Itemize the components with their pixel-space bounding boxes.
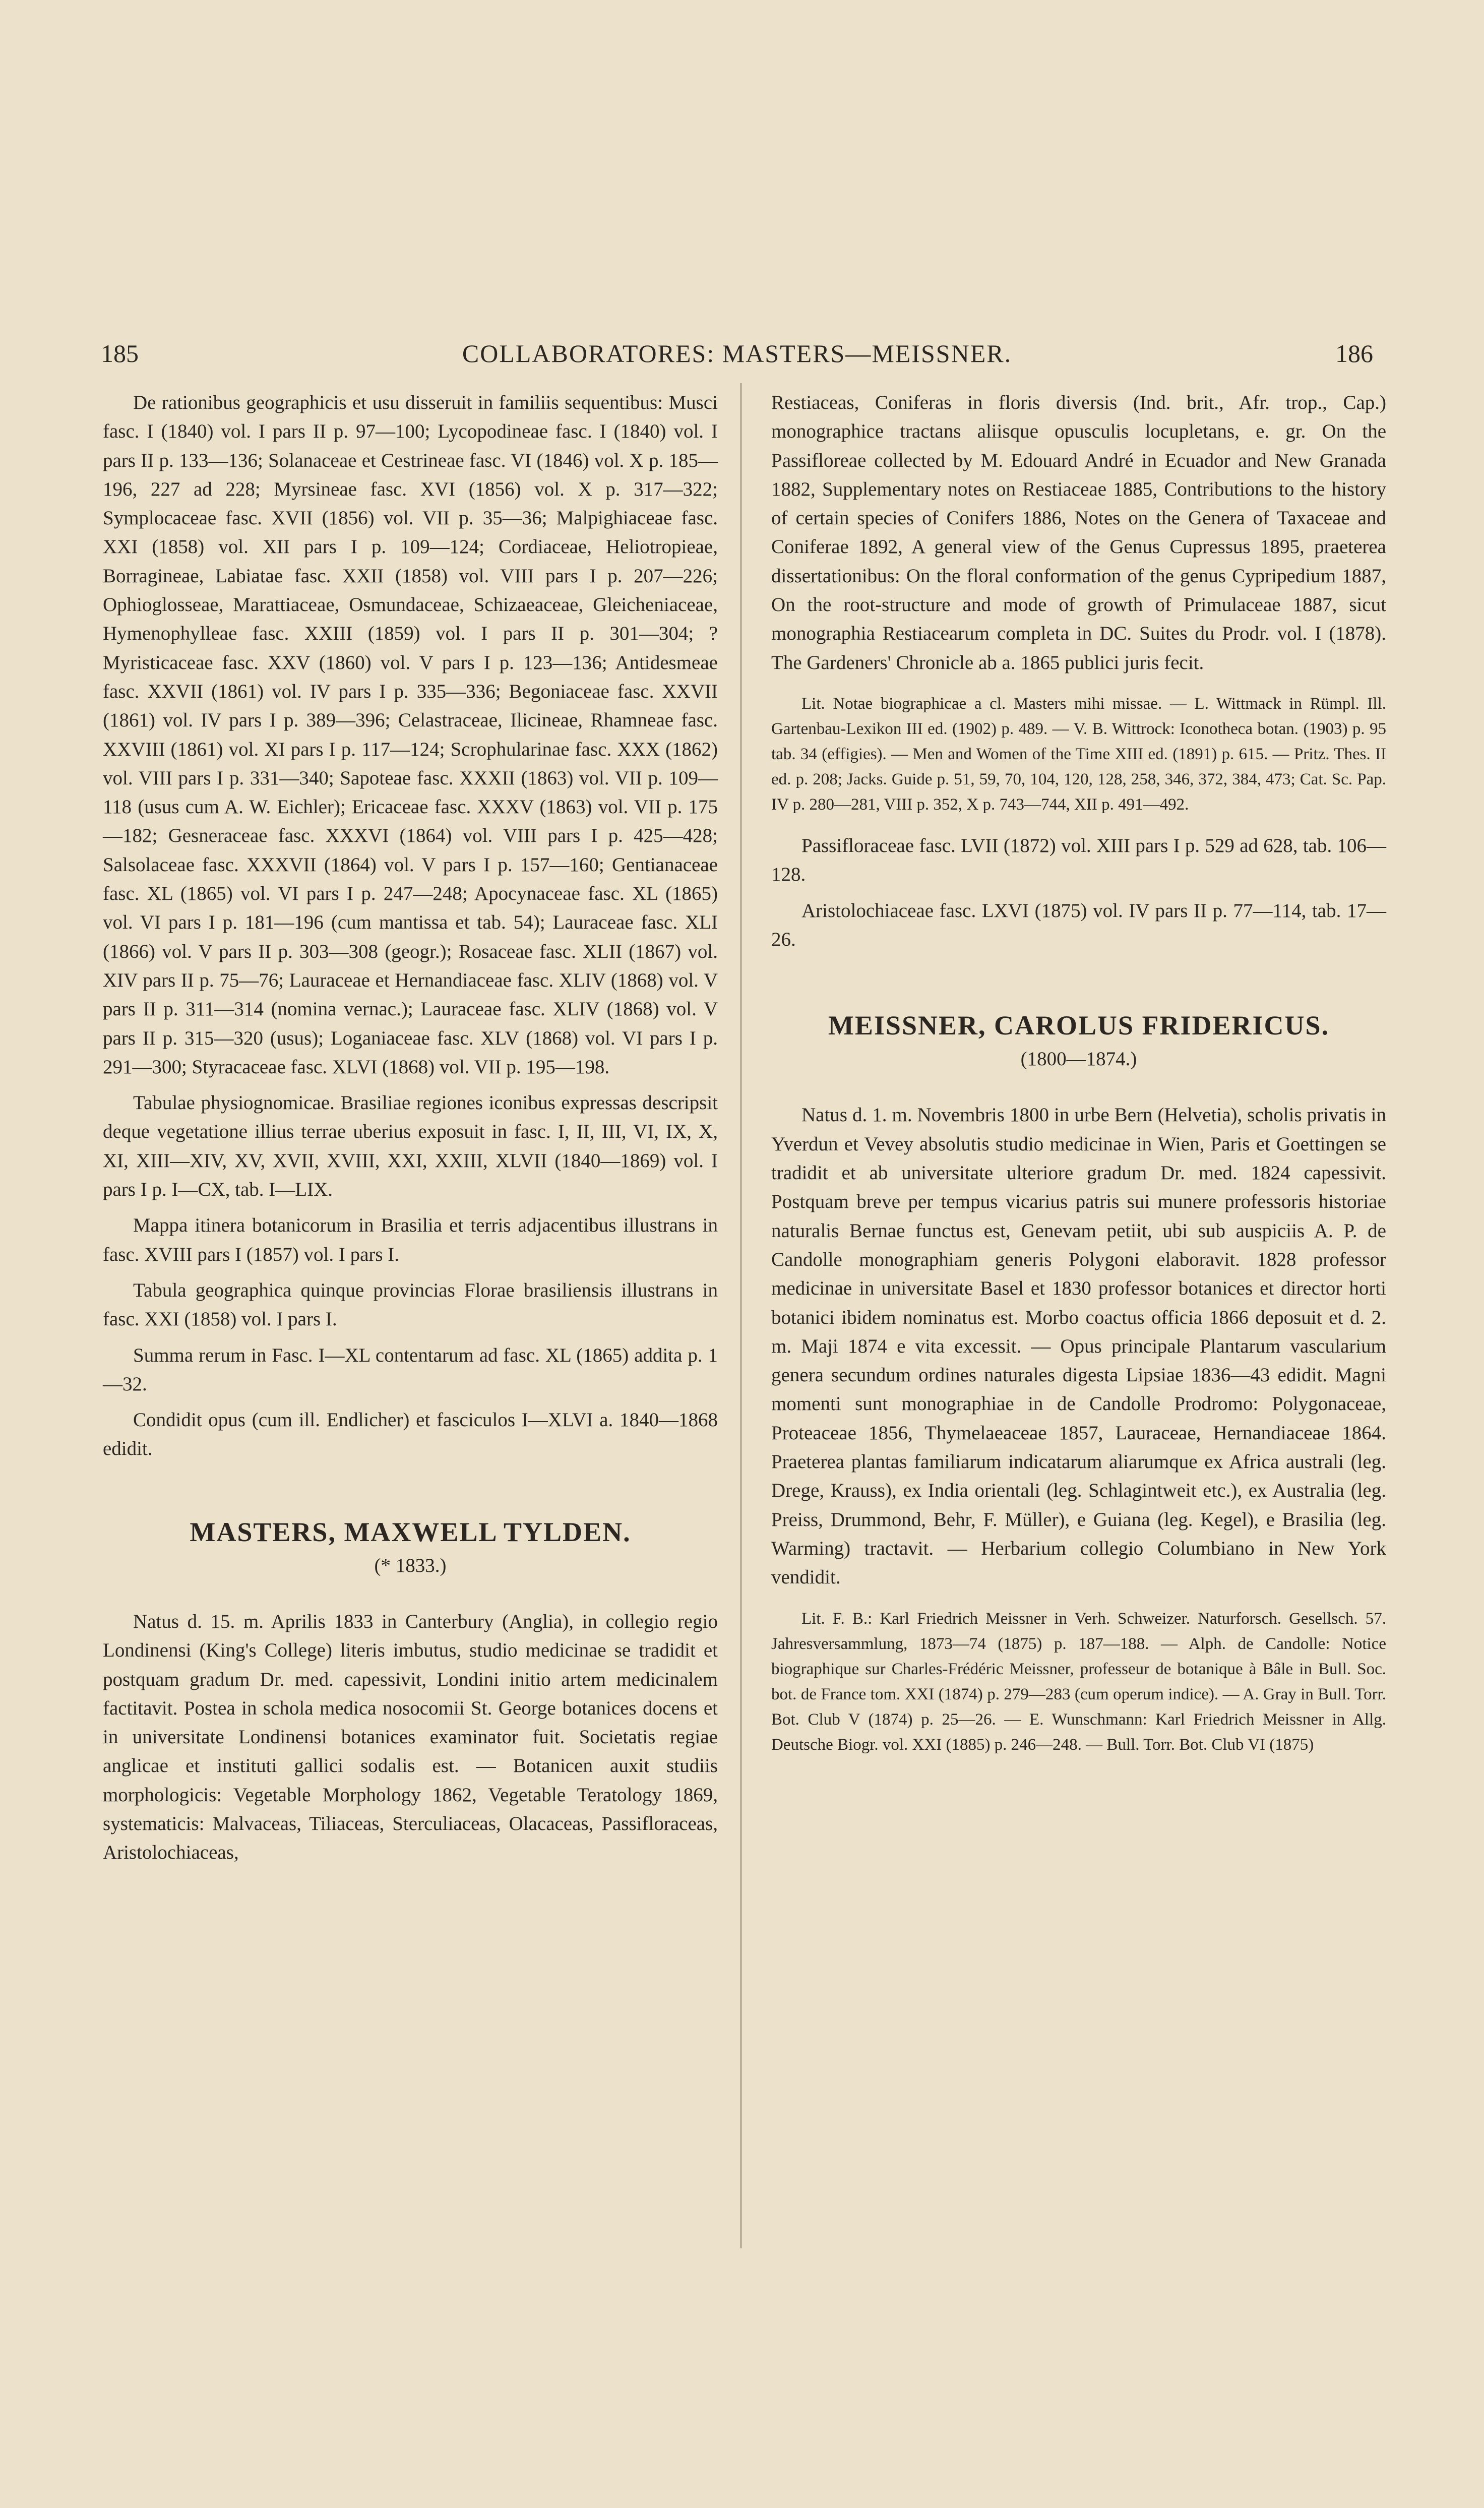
entry-heading-masters: MASTERS, MAXWELL TYLDEN. xyxy=(190,1516,631,1547)
paragraph-geographic-families: De rationibus geographicis et usu disseruit in familiis sequentibus: Musci fasc. I (1840) vol. I pars II p. 97—100; Lycopodineae fasc. I (1840) vol. I pars II p. 133—136; Solanaceae et Cestrineae fasc. VI (1846) vol. X p. 185—196, 227 ad 228; Myrsineae fasc. XVI (1856) vol. X p. 317—322; Symplocaceae fasc. XVII (1856) vol. VII p. 35—36; Malpighiaceae fasc. XXI (1858) vol. XII pars I p. 109—124; Cordiaceae, Heliotropieae, Borragineae, Labiatae fasc. XXII (1858) vol. VIII pars I p. 207—226; Ophioglosseae, Marattiaceae, Osmundaceae, Schizaeaceae, Gleicheniaceae, Hymenophylleae fasc. XXIII (1859) vol. I pars II p. 301—304; ? Myristicaceae fasc. XXV (1860) vol. V pars I p. 123—136; Antidesmeae fasc. XXVII (1861) vol. IV pars I p. 335—336; Begoniaceae fasc. XXVII (1861) vol. IV pars I p. 389—396; Celastraceae, Ilicineae, Rhamneae fasc. XXVIII (1861) vol. XI pars I p. 117—124; Scrophularinae fasc. XXX (1862) vol. VIII pars I p. 331—340; Sapoteae fasc. XXXII (1863) vol. VII p. 109—118 (usus cum A. W. Eichler); Ericaceae fasc. XXXV (1863) vol. VII p. 175—182; Gesneraceae fasc. XXXVI (1864) vol. VIII pars I p. 425—428; Salsolaceae fasc. XXXVII (1864) vol. V pars I p. 157—160; Gentianaceae fasc. XL (1865) vol. VI pars I p. 247—248; Apocynaceae fasc. XL (1865) vol. VI pars I p. 181—196 (cum mantissa et tab. 54); Lauraceae fasc. XLI (1866) vol. V pars II p. 303—308 (geogr.); Rosaceae fasc. XLII (1867) vol. XIV pars II p. 75—76; Lauraceae et Hernandiaceae fasc. XLIV (1868) vol. V pars II p. 311—314 (nomina vernac.); Lauraceae fasc. XLIV (1868) vol. V pars II p. 315—320 (usus); Loganiaceae fasc. XLV (1868) vol. VI pars I p. 291—300; Styracaceae fasc. XLVI (1868) vol. VII p. 195—198. xyxy=(103,392,718,1078)
left-column xyxy=(103,388,718,1867)
paragraph-condidit: Condidit opus (cum ill. Endlicher) et fasciculos I—XLVI a. 1840—1868 edidit. xyxy=(103,1409,718,1460)
entry-dates-masters: (* 1833.) xyxy=(374,1554,447,1576)
paragraph-summa-rerum: Summa rerum in Fasc. I—XL contentarum ad fasc. XL (1865) addita p. 1—32. xyxy=(103,1344,718,1395)
column-divider xyxy=(740,383,741,2248)
page-number-right: 186 xyxy=(1335,339,1373,368)
paragraph-passifloraceae: Passifloraceae fasc. LVII (1872) vol. XIII pars I p. 529 ad 628, tab. 106—128. xyxy=(771,834,1386,886)
paragraph-meissner-bio: Natus d. 1. m. Novembris 1800 in urbe Bern (Helvetia), scholis privatis in Yverdun et Vevey absolutis studio medicinae in Wien, Paris et Goettingen se tradidit et ab universitate ulteriore gradum Dr. med. 1824 capessivit. Postquam breve per tempus vicarius patris sui munere professoris historiae naturalis Bernae functus est, Genevam petiit, ubi sub auspiciis A. P. de Candolle monographiam generis Polygoni elaboravit. 1828 professor medicinae in universitate Basel et 1830 professor botanices et director horti botanici ibidem nominatus est. Morbo coactus officia 1866 deposuit et d. 2. m. Maji 1874 e vita excessit. — Opus principale Plantarum vascularium genera secundum ordines naturales digesta Lipsiae 1836—43 edidit. Magni momenti sunt monographiae in de Candolle Prodromo: Polygonaceae, Proteaceae 1856, Thymelaeaceae 1857, Lauraceae, Hernandiaceae 1864. Praeterea plantas familiarum indicatarum aliarumque ex Africa australi (leg. Drege, Krauss), ex India orientali (leg. Schlagintweit etc.), ex Australia (leg. Preiss, Drummond, Behr, F. Müller), e Guiana (leg. Kegel), e Brasilia (leg. Warming) tractavit. — Herbarium collegio Columbiano in New York vendidit. xyxy=(771,1104,1386,1588)
page-number-left: 185 xyxy=(101,339,139,368)
entry-dates-meissner: (1800—1874.) xyxy=(1020,1048,1137,1070)
paragraph-masters-continued: Restiaceas, Coniferas in floris diversis (Ind. brit., Afr. trop., Cap.) monographice tractans aliisque opusculis locupletans, e. gr. On the Passifloreae collected by M. Edouard André in Ecuador and New Granada 1882, Supplementary notes on Restiaceae 1885, Contributions to the history of certain species of Conifers 1886, Notes on the Genera of Taxaceae and Coniferae 1892, A general view of the Genus Cupressus 1895, praeterea dissertationibus: On the floral conformation of the genus Cypripedium 1887, On the root-structure and mode of growth of Primulaceae 1887, sicut monographia Restiacearum completa in DC. Suites du Prodr. vol. I (1878). The Gardeners' Chronicle ab a. 1865 publici juris fecit. xyxy=(771,392,1386,674)
paragraph-aristolochiaceae: Aristolochiaceae fasc. LXVI (1875) vol. IV pars II p. 77—114, tab. 17—26. xyxy=(771,899,1386,950)
literature-meissner: Lit. F. B.: Karl Friedrich Meissner in Verh. Schweizer. Naturforsch. Gesellsch. 57. Jahresversammlung, 1873—74 (1875) p. 187—188. — Alph. de Candolle: Notice biographique sur Charles-Frédéric Meissner, professeur de botanique à Bâle in Bull. Soc. bot. de France tom. XXI (1874) p. 279—283 (cum operum indice). — A. Gray in Bull. Torr. Bot. Club V (1874) p. 25—26. — E. Wunschmann: Karl Friedrich Meissner in Allg. Deutsche Biogr. vol. XXI (1885) p. 246—248. — Bull. Torr. Bot. Club VI (1875) xyxy=(771,1609,1386,1754)
paragraph-masters-bio: Natus d. 15. m. Aprilis 1833 in Canterbury (Anglia), in collegio regio Londinensi (King's College) literis imbutus, studio medicinae se tradidit et postquam gradum Dr. med. capessivit, Londini initio artem medicinalem factitavit. Postea in schola medica nosocomii St. George botanices docens et in universitate Londinensi botanices examinator fuit. Societatis regiae anglicae et instituti gallici sodalis est. — Botanicen auxit studiis morphologicis: Vegetable Morphology 1862, Vegetable Teratology 1869, systematicis: Malvaceas, Tiliaceas, Sterculiaceas, Olacaceas, Passifloraceas, Aristolochiaceas, xyxy=(103,1610,718,1864)
entry-heading-meissner: MEISSNER, CAROLUS FRIDERICUS. xyxy=(828,1010,1330,1041)
paragraph-tabulae: Tabulae physiognomicae. Brasiliae regiones iconibus expressas descripsit deque vegetatione illius terrae uberius exposuit in fasc. I, II, III, VI, IX, X, XI, XIII—XIV, XV, XVII, XVIII, XXI, XXIII, XLVII (1840—1869) vol. I pars I p. I—CX, tab. I—LIX. xyxy=(103,1092,718,1201)
running-title: COLLABORATORES: MASTERS—MEISSNER. xyxy=(462,339,1012,368)
page-header xyxy=(101,339,1373,369)
literature-masters: Lit. Notae biographicae a cl. Masters mihi missae. — L. Wittmack in Rümpl. Ill. Gartenbau-Lexikon III ed. (1902) p. 489. — V. B. Wittrock: Iconotheca botan. (1903) p. 95 tab. 34 (effigies). — Men and Women of the Time XIII ed. (1891) p. 615. — Pritz. Thes. II ed. p. 208; Jacks. Guide p. 51, 59, 70, 104, 120, 128, 258, 346, 372, 384, 473; Cat. Sc. Pap. IV p. 280—281, VIII p. 352, X p. 743—744, XII p. 491—492. xyxy=(771,694,1386,814)
paragraph-tabula-geographica: Tabula geographica quinque provincias Florae brasiliensis illustrans in fasc. XXI (1858) vol. I pars I. xyxy=(103,1279,718,1330)
paragraph-mappa: Mappa itinera botanicorum in Brasilia et terris adjacentibus illustrans in fasc. XVIII pars I (1857) vol. I pars I. xyxy=(103,1214,718,1265)
right-column xyxy=(771,388,1386,1757)
